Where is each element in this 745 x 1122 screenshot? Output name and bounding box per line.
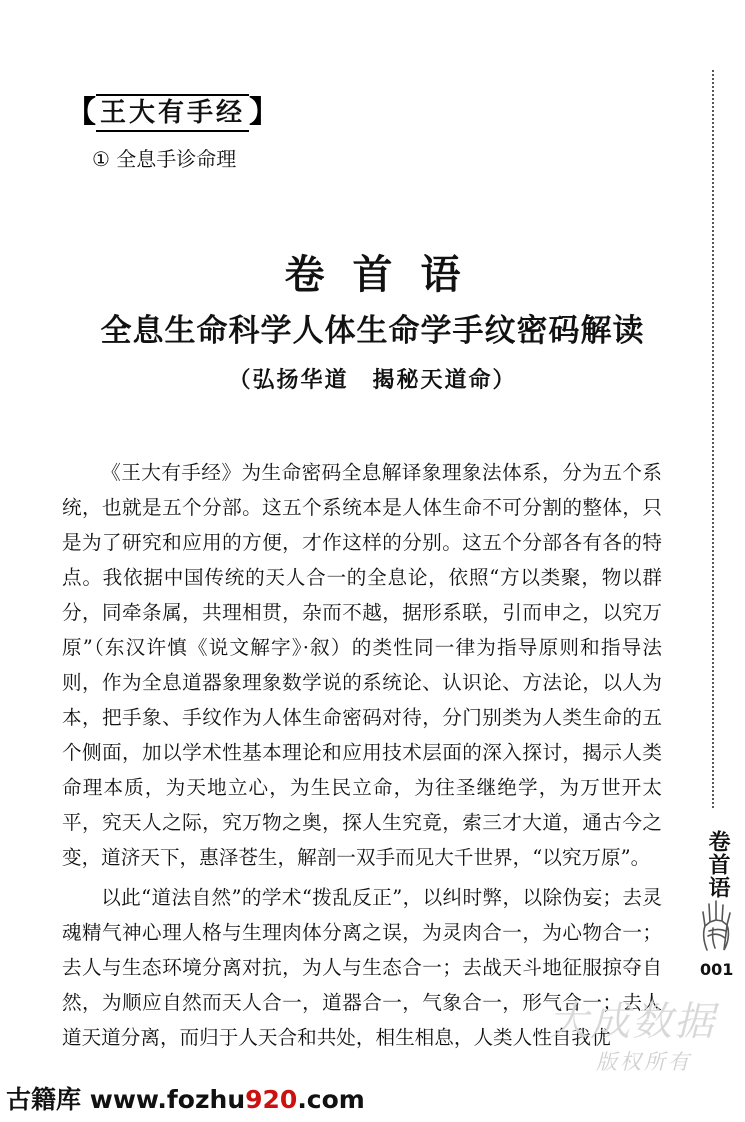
site-name: 古籍库	[6, 1085, 82, 1114]
palm-icon	[697, 898, 737, 956]
margin-dotted-rule	[712, 70, 714, 808]
chapter-title: 卷首语	[284, 251, 489, 298]
footer-site	[6, 1080, 365, 1116]
watermark-text: 大成数据	[548, 999, 716, 1045]
chapter-motto: （弘扬华道 揭秘天道命）	[228, 368, 517, 393]
page-number: 001	[700, 960, 734, 979]
left-bracket: 【	[66, 95, 96, 130]
body-text	[62, 455, 662, 1060]
site-url-suffix: .com	[297, 1085, 365, 1114]
chapter-subtitle: 全息生命科学人体生命学手纹密码解读	[100, 313, 645, 349]
volume-label: ① 全息手诊命理	[92, 147, 237, 171]
series-header	[66, 96, 279, 130]
watermark-rights: 版权所有	[596, 1050, 692, 1074]
margin-chapter-label: 卷首语	[705, 830, 731, 899]
site-url-number: 920	[245, 1085, 298, 1114]
right-bracket: 】	[249, 95, 280, 130]
paragraph: 《王大有手经》为生命密码全息解译象理象法体系，分为五个系统，也就是五个分部。这五个系统本是人体生命不可分割的整体，只是为了研究和应用的方便，才作这样的分别。这五个分部各有各的特点。我依据中国传统的天人合一的全息论，依照“方以类聚，物以群分，同牵条属，共理相贯，杂而不越，据形系联，引而申之，以究万原”（东汉许慎《说文解字》·叙）的类性同一律为指导原则和指导法则，作为全息道器象理象数学说的系统论、认识论、方法论，以人为本，把手象、手纹作为人体生命密码对待，分门别类为人类生命的五个侧面，加以学术性基本理论和应用技术层面的深入探讨，揭示人类命理本质，为天地立心，为生民立命，为往圣继绝学，为万世开太平，究天人之际，究万物之奥，探人生究竟，索三才大道，通古今之变，道济天下，惠泽苍生，解剖一双手而见大千世界，“以究万原”。	[62, 461, 662, 869]
series-title: 王大有手经	[96, 94, 249, 132]
site-url-prefix: www.fozhu	[89, 1085, 246, 1114]
paragraph: 以此“道法自然”的学术“拨乱反正”，以纠时弊，以除伪妄；去灵魂精气神心理人格与生理肉体分离之误，为灵肉合一，为心物合一；去人与生态环境分离对抗，为人与生态合一；去战天斗地征服掠夺自然，为顺应自然而天人合一，道器合一，气象合一，形气合一；去人道天道分离，而归于人天合和共处，相生相息，人类人性自我优	[62, 886, 662, 1049]
